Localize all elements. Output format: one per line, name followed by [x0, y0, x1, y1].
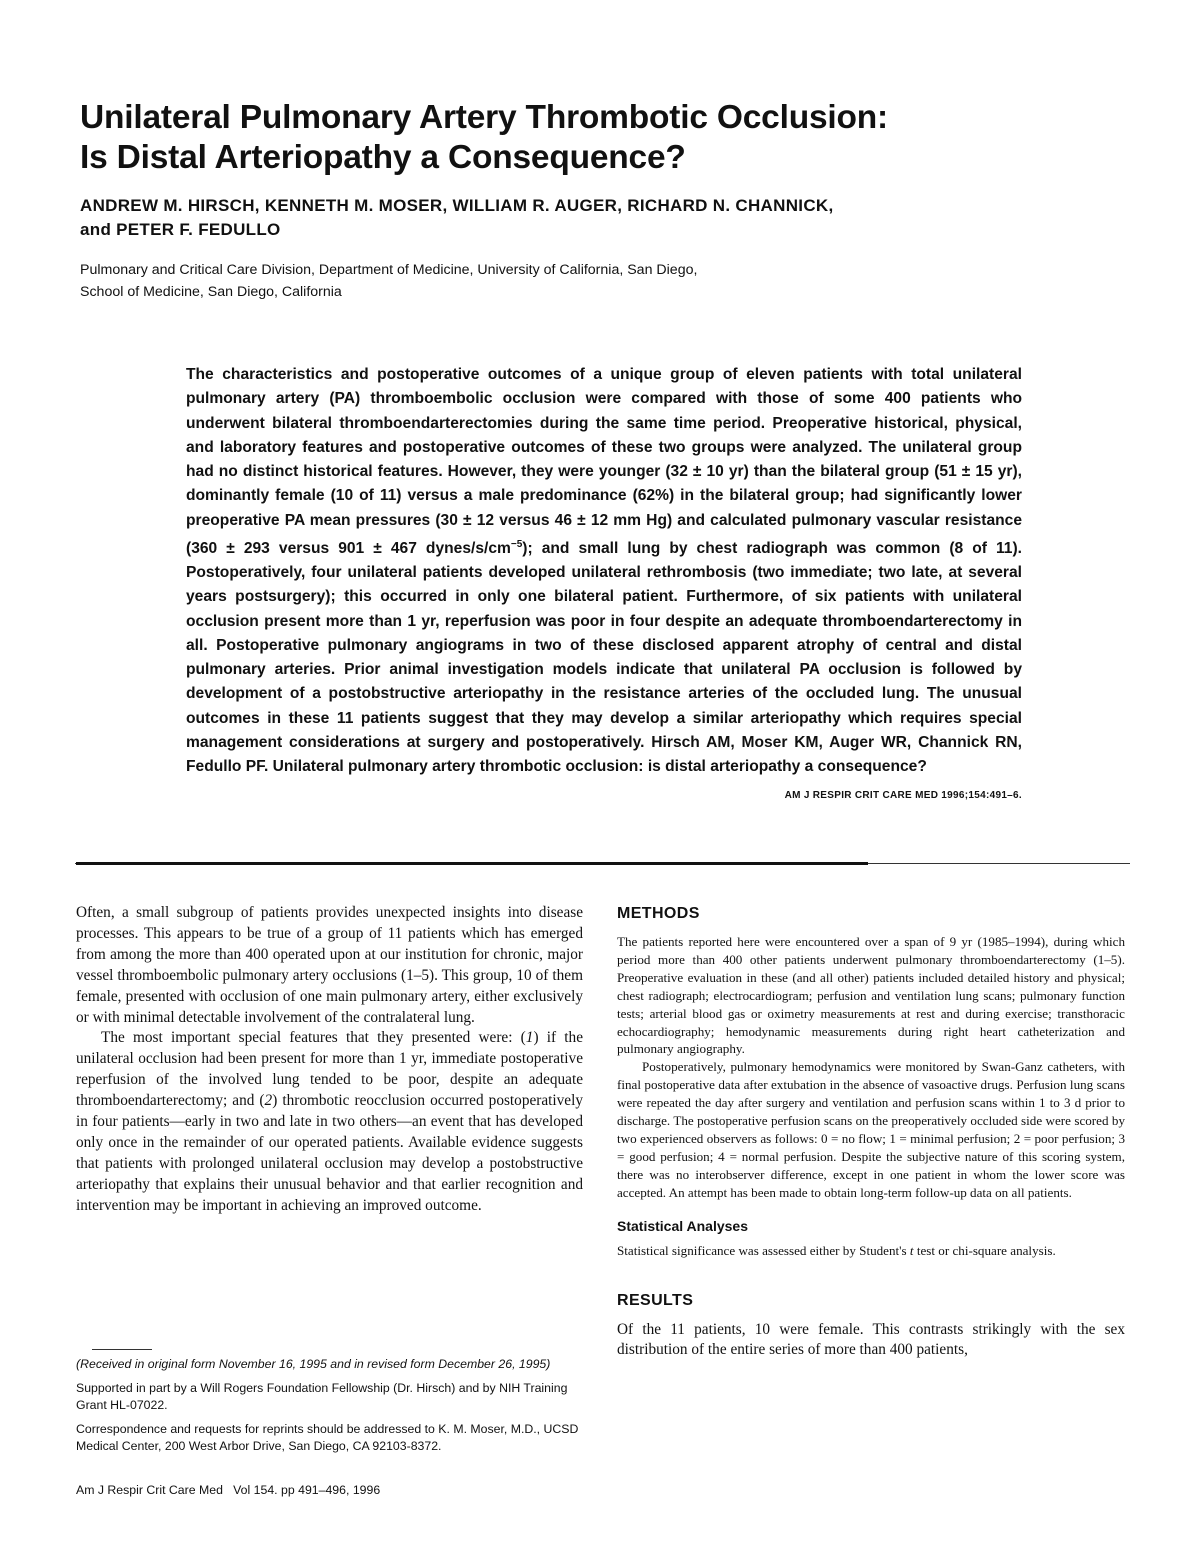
footnote-rule: [92, 1349, 152, 1350]
statistical-analyses-heading: Statistical Analyses: [617, 1217, 748, 1234]
results-paragraph: Of the 11 patients, 10 were female. This contrasts strikingly with the sex distribution of the entire series of more than 400 patients,: [617, 1320, 1125, 1359]
results-heading: RESULTS: [617, 1291, 694, 1309]
footnotes: [76, 1356, 583, 1462]
intro-paragraph-2: [76, 1028, 583, 1216]
intro-paragraph-2-part-b: ) if the unilateral occlusion had been present for more than 1 yr, immediate postoperative reperfusion of the involved lung tended to be poor, despite an adequate thromboendarterectomy; and (: [76, 1029, 583, 1110]
right-column: [617, 903, 1125, 1361]
stats-text-a: Statistical significance was assessed either by Student's: [617, 1242, 910, 1258]
title-line-1: Unilateral Pulmonary Artery Thrombotic Occlusion:: [80, 99, 889, 136]
intro-paragraph-2-part-c: ) thrombotic reocclusion occurred postoperatively in four patients—early in two and late in two others—an event that has developed only once in the remainder of our operated patients. Available evidence suggests that patients with prolonged unilateral occlusion may develop a postobstructive arteriopathy that explains their unusual behavior and that earlier recognition and intervention may be important in achieving an improved outcome.: [76, 1092, 583, 1214]
article-title: [80, 98, 1140, 178]
intro-item-number-1: 1: [525, 1029, 534, 1047]
intro-paragraph-1: Often, a small subgroup of patients provides unexpected insights into disease processes. This appears to be true of a group of 11 patients which has emerged from among the more than 400 operated upon at our institution for chronic, major vessel thromboembolic pulmonary artery occlusions (1–5). This group, 10 of them female, presented with occlusion of one main pulmonary artery, either exclusively or with minimal detectable involvement of the contralateral lung.: [76, 904, 583, 1026]
intro-item-number-2: 2: [264, 1092, 273, 1110]
affiliation-line-2: School of Medicine, San Diego, California: [80, 284, 342, 300]
authors-line-2: and PETER F. FEDULLO: [80, 220, 281, 239]
abstract-text-continued: ); and small lung by chest radiograph was common (8 of 11). Postoperatively, four unilateral patients developed unilateral rethrombosis (two immediate; two late, at several years postsurgery); this occurred in only one bilateral patient. Furthermore, of six patients with unilateral occlusion present more than 1 yr, reperfusion was poor in four despite an adequate thromboendarterectomy in all. Postoperative pulmonary angiograms in two of these disclosed apparent atrophy of central and distal pulmonary arteries. Prior animal investigation models indicate that unilateral PA occlusion is followed by development of a postobstructive arteriopathy in the resistance arteries of the occluded lung. The unusual outcomes in these 11 patients suggest that they may develop a similar arteriopathy which requires special management considerations at surgery and postoperatively.: [186, 539, 1022, 751]
authors-line-1: ANDREW M. HIRSCH, KENNETH M. MOSER, WILLIAM R. AUGER, RICHARD N. CHANNICK,: [80, 196, 834, 215]
stats-t-symbol: t: [909, 1242, 914, 1258]
stats-text-b: test or chi-square analysis.: [913, 1242, 1056, 1258]
methods-paragraph-2: Postoperatively, pulmonary hemodynamics were monitored by Swan-Ganz catheters, with final postoperative data after extubation in the absence of vasoactive drugs. Perfusion lung scans were repeated the day after surgery and ventilation and perfusion scans within 1 to 3 d prior to discharge. The postoperative perfusion scans on the preoperatively occluded side were scored by two experienced observers as follows: 0 = no flow; 1 = minimal perfusion; 2 = poor perfusion; 3 = good perfusion; 4 = normal perfusion. Despite the subjective nature of this scoring system, there was no interobserver difference, except in one patient in whom the lower score was accepted. An attempt has been made to obtain long-term follow-up data on all patients.: [617, 1059, 1125, 1200]
journal-reference: AM J RESPIR CRIT CARE MED 1996;154:491–6.: [784, 790, 1022, 802]
abstract: [186, 363, 1022, 809]
affiliation-line-1: Pulmonary and Critical Care Division, Department of Medicine, University of California, San Diego,: [80, 262, 698, 278]
abstract-citation: Hirsch AM, Moser KM, Auger WR, Channick RN, Fedullo PF. Unilateral pulmonary artery thrombotic occlusion: is distal arteriopathy a consequence?: [186, 733, 1022, 776]
methods-heading: METHODS: [617, 905, 700, 922]
section-divider-bold: [76, 862, 868, 865]
methods-paragraph-1: The patients reported here were encountered over a span of 9 yr (1985–1994), during which period more than 400 other patients underwent pulmonary thromboendarterectomy (1–5). Preoperative evaluation in these (and all other) patients included detailed history and physical; chest radiograph; electrocardiogram; perfusion and ventilation lung scans; pulmonary function tests; arterial blood gas or oximetry measurements at rest and during exercise; transthoracic echocardiography; hemodynamic measurements during right heart catheterization and pulmonary angiography.: [617, 934, 1125, 1057]
statistical-analyses-paragraph: [617, 1242, 1125, 1260]
intro-paragraph-2-part-a: The most important special features that they presented were: (: [101, 1029, 526, 1047]
footnote-received: (Received in original form November 16, 1995 and in revised form December 26, 1995): [76, 1357, 551, 1371]
abstract-superscript: −5: [510, 538, 523, 550]
author-list: [80, 194, 1080, 242]
affiliation: [80, 259, 980, 303]
footnote-correspondence: Correspondence and requests for reprints should be addressed to K. M. Moser, M.D., UCSD Medical Center, 200 West Arbor Drive, San Diego, CA 92103-8372.: [76, 1421, 579, 1454]
abstract-text: The characteristics and postoperative outcomes of a unique group of eleven patients with total unilateral pulmonary artery (PA) thromboembolic occlusion were compared with those of some 400 patients who underwent bilateral thromboendarterectomies during the same time period. Preoperative historical, physical, and laboratory features and postoperative outcomes of these two groups were analyzed. The unilateral group had no distinct historical features. However, they were younger (32 ± 10 yr) than the bilateral group (51 ± 15 yr), dominantly female (10 of 11) versus a male predominance (62%) in the bilateral group; had significantly lower preoperative PA mean pressures (30 ± 12 versus 46 ± 12 mm Hg) and calculated pulmonary vascular resistance (360 ± 293 versus 901 ± 467 dynes/s/cm: [186, 366, 1022, 557]
left-column: [76, 903, 583, 1217]
title-line-2: Is Distal Arteriopathy a Consequence?: [80, 139, 686, 176]
footnote-support: Supported in part by a Will Rogers Foundation Fellowship (Dr. Hirsch) and by NIH Training Grant HL-07022.: [76, 1380, 568, 1413]
journal-citation-line: Am J Respir Crit Care Med Vol 154. pp 491–496, 1996: [76, 1483, 381, 1497]
